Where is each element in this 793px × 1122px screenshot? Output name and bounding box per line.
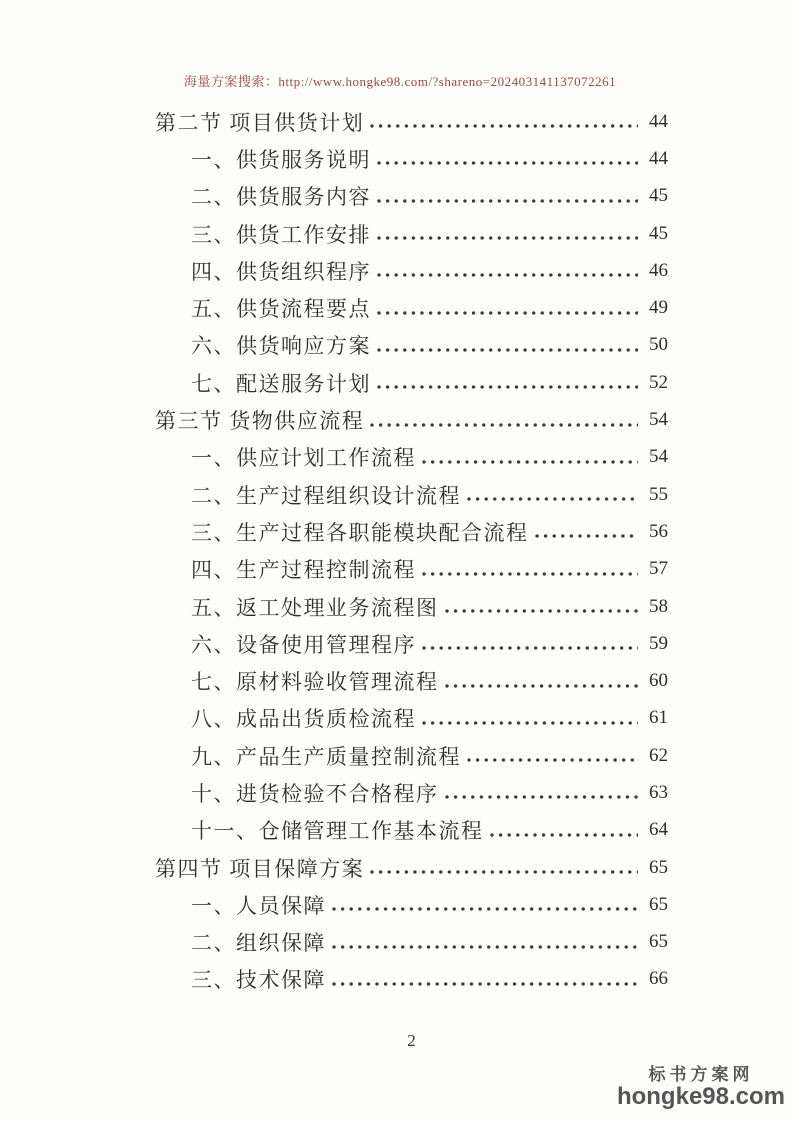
toc-dot-leader (422, 447, 638, 468)
toc-dot-leader (445, 596, 639, 617)
toc-entry-page: 44 (649, 110, 668, 132)
toc-dot-leader (377, 372, 638, 393)
toc-entry-label: 一、人员保障 (191, 893, 326, 918)
toc-entry-page: 55 (649, 483, 668, 505)
toc-entry-page: 46 (649, 259, 668, 281)
toc-entry-page: 65 (649, 893, 668, 915)
toc-entry-page: 45 (649, 185, 668, 207)
toc-entry[interactable] (155, 289, 668, 326)
toc-entry-page: 62 (649, 744, 668, 766)
toc-entry-label: 一、供应计划工作流程 (191, 446, 416, 471)
toc-entry-page: 54 (649, 409, 668, 431)
toc-entry-label: 七、配送服务计划 (191, 371, 371, 396)
toc-dot-leader (467, 484, 638, 505)
toc-dot-leader (332, 969, 638, 990)
page-number: 2 (407, 1031, 416, 1050)
toc-entry-page: 66 (649, 968, 668, 990)
toc-entry-label: 十一、仓储管理工作基本流程 (191, 819, 484, 844)
toc-entry-page: 63 (649, 781, 668, 803)
toc-entry-page: 44 (649, 147, 668, 169)
toc-entry-page: 49 (649, 297, 668, 319)
toc-entry[interactable] (155, 961, 668, 998)
toc-entry-label: 二、供货服务内容 (191, 185, 371, 210)
toc-entry-label: 六、设备使用管理程序 (191, 632, 416, 657)
toc-dot-leader (370, 857, 638, 878)
toc-entry-page: 54 (649, 446, 668, 468)
toc-dot-leader (377, 223, 638, 244)
toc-dot-leader (535, 521, 639, 542)
toc-dot-leader (370, 111, 638, 132)
toc-entry[interactable] (155, 886, 668, 923)
watermark-logo (617, 1066, 785, 1109)
toc-entry[interactable] (155, 252, 668, 289)
toc-entry-label: 第三节 货物供应流程 (155, 409, 365, 434)
toc-entry-label: 五、返工处理业务流程图 (191, 595, 439, 620)
toc-entry-page: 65 (649, 931, 668, 953)
toc-entry[interactable] (155, 364, 668, 401)
toc-entry[interactable] (155, 439, 668, 476)
toc-entry-label: 四、生产过程控制流程 (191, 558, 416, 583)
toc-entry-label: 四、供货组织程序 (191, 259, 371, 284)
toc-entry[interactable] (155, 924, 668, 961)
logo-title: 标书方案网 (648, 1065, 754, 1084)
toc-entry-page: 60 (649, 670, 668, 692)
toc-entry[interactable] (155, 215, 668, 252)
toc-entry[interactable] (155, 588, 668, 625)
toc-entry[interactable] (155, 812, 668, 849)
toc-entry[interactable] (155, 401, 668, 438)
toc-entry-label: 六、供货响应方案 (191, 334, 371, 359)
toc-entry-label: 三、生产过程各职能模块配合流程 (191, 520, 529, 545)
toc-entry-page: 58 (649, 595, 668, 617)
toc-dot-leader (370, 410, 638, 431)
toc-entry-page: 45 (649, 222, 668, 244)
toc-dot-leader (332, 894, 638, 915)
share-link-header[interactable]: 海量方案搜索：http://www.hongke98.com/?shareno=202403141137072261 (183, 74, 617, 89)
toc-entry[interactable] (155, 327, 668, 364)
toc-entry-page: 65 (649, 856, 668, 878)
toc-entry-page: 64 (649, 819, 668, 841)
toc-dot-leader (422, 559, 638, 580)
toc-entry-label: 二、生产过程组织设计流程 (191, 483, 461, 508)
toc-entry[interactable] (155, 774, 668, 811)
toc-entry-label: 五、供货流程要点 (191, 297, 371, 322)
toc-dot-leader (377, 335, 638, 356)
toc-entry[interactable] (155, 476, 668, 513)
toc-entry[interactable] (155, 513, 668, 550)
toc-dot-leader (377, 148, 638, 169)
toc-entry-label: 十、进货检验不合格程序 (191, 781, 439, 806)
toc-dot-leader (377, 186, 638, 207)
toc-entry-page: 50 (649, 334, 668, 356)
table-of-contents (155, 103, 668, 998)
toc-dot-leader (490, 820, 639, 841)
toc-dot-leader (377, 260, 638, 281)
toc-dot-leader (445, 671, 639, 692)
toc-entry-label: 七、原材料验收管理流程 (191, 670, 439, 695)
toc-entry-page: 52 (649, 371, 668, 393)
toc-entry[interactable] (155, 700, 668, 737)
toc-dot-leader (377, 298, 638, 319)
toc-entry-label: 一、供货服务说明 (191, 147, 371, 172)
toc-entry-page: 56 (649, 520, 668, 542)
toc-entry-label: 第二节 项目供货计划 (155, 110, 365, 135)
toc-entry-page: 59 (649, 632, 668, 654)
toc-entry-label: 八、成品出货质检流程 (191, 707, 416, 732)
toc-entry-label: 九、产品生产质量控制流程 (191, 744, 461, 769)
toc-entry[interactable] (155, 140, 668, 177)
toc-entry-label: 第四节 项目保障方案 (155, 856, 365, 881)
toc-entry-page: 57 (649, 558, 668, 580)
toc-entry[interactable] (155, 849, 668, 886)
logo-domain: hongke98.com (616, 1083, 785, 1110)
toc-entry[interactable] (155, 737, 668, 774)
toc-dot-leader (332, 932, 638, 953)
toc-entry-label: 二、组织保障 (191, 931, 326, 956)
toc-entry[interactable] (155, 662, 668, 699)
toc-entry[interactable] (155, 551, 668, 588)
toc-entry-label: 三、供货工作安排 (191, 222, 371, 247)
toc-entry-label: 三、技术保障 (191, 968, 326, 993)
toc-entry[interactable] (155, 625, 668, 662)
toc-dot-leader (445, 782, 639, 803)
toc-entry[interactable] (155, 103, 668, 140)
toc-entry[interactable] (155, 178, 668, 215)
toc-entry-page: 61 (649, 707, 668, 729)
toc-dot-leader (422, 633, 638, 654)
toc-dot-leader (467, 745, 638, 766)
toc-dot-leader (422, 708, 638, 729)
